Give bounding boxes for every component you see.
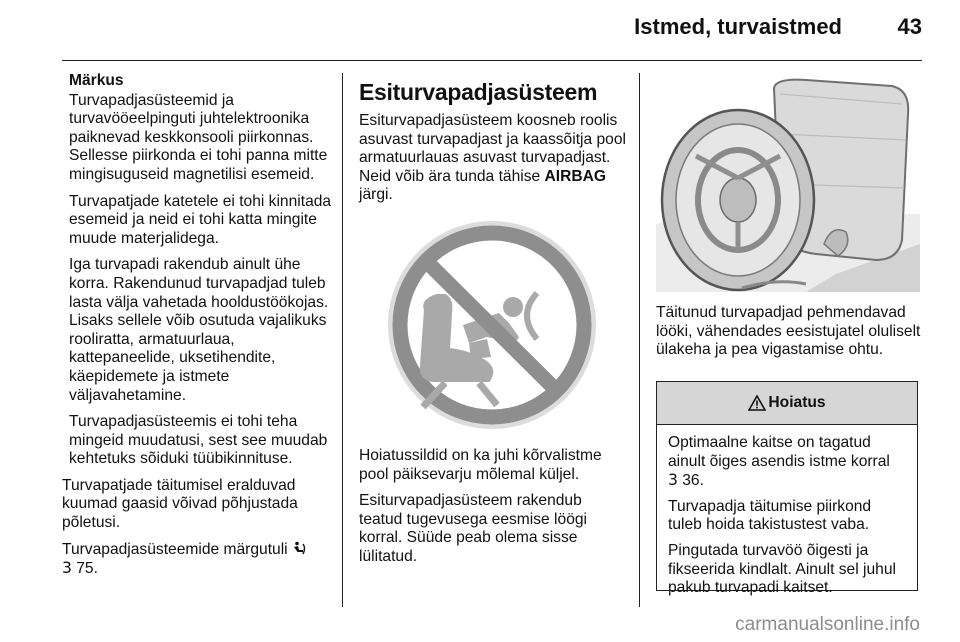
warning-body <box>657 425 917 598</box>
airbag-indicator-icon <box>292 541 306 556</box>
note-block <box>62 72 334 469</box>
note-paragraph: Turvapatjade katetele ei tohi kinnitada esemeid ja neid ei tohi katta mingite muude materjalidega. <box>69 192 332 247</box>
note-paragraph: Turvapadjasüsteemid ja turvavööeelpinguti juhtelektroonika paiknevad keskkonsooli piirkonnas. Sellesse piirkonda ei tohi panna mitte mingisuguseid magnetilisi esemeid. <box>69 91 328 183</box>
warning-item: Pingutada turvavöö õigesti ja fikseerida kindlalt. Ainult sel juhul pakub turvapadi kaitset. <box>668 541 896 597</box>
column-divider <box>342 73 343 607</box>
body-paragraph: Esiturvapadjasüsteem rakendub teatud tugevusega eesmise löögi korral. Süüde peab olema sisse lülitatud. <box>359 492 587 565</box>
page-reference: 75. <box>71 560 98 578</box>
section-title: Esiturvapadjasüsteem <box>359 79 598 105</box>
warning-title: Hoiatus <box>768 394 826 411</box>
warning-header <box>657 382 917 425</box>
warning-box <box>656 381 918 597</box>
column-2 <box>359 72 627 575</box>
airbag-keyword: AIRBAG <box>544 167 607 185</box>
watermark: carmanualsonline.info <box>735 614 920 635</box>
column-divider <box>639 73 640 607</box>
page-reference-icon: 3 <box>668 471 678 490</box>
figure-caption: Hoiatussildid on ka juhi kõrvalistme pool päiksevarju mõlemal küljel. <box>359 446 602 483</box>
column-3 <box>656 304 924 368</box>
header-title: Istmed, turvaistmed <box>634 14 842 39</box>
indicator-text: Turvapadjasüsteemide märgutuli <box>62 540 288 558</box>
intro-text: Esiturvapadjasüsteem koosneb roolis asuvast turvapadjast ja kaassõitja pool armatuurlauas asuvast turvapadjast. Neid võib ära tunda tähise <box>359 112 626 185</box>
column-1 <box>62 72 334 587</box>
note-paragraph: Iga turvapadi rakendub ainult ühe korra. Rakendunud turvapadjad tuleb lasta välja vahetada hooldustöökojas. Lisaks sellele võib osutuda vajalikuks rooliratta, armatuurlaua, kattepaneelide, uksetihendite, käepidemete ja istmete väljavahetamine. <box>69 256 329 404</box>
page-reference-icon: 3 <box>62 559 72 578</box>
page-number: 43 <box>897 14 922 39</box>
note-paragraph: Turvapadjasüsteemis ei tohi teha mingeid muudatusi, sest see muudab kehtetuks sõiduki tüübikinnituse. <box>69 413 328 468</box>
deployed-airbags-illustration <box>656 74 920 292</box>
figure-caption: Täitunud turvapadjad pehmendavad lööki, vähendades eesistujatel oluliselt ülakeha ja pea vigastamise ohtu. <box>656 304 921 359</box>
warning-label-figure <box>359 215 625 435</box>
warning-item: Turvapadja täitumise piirkond tuleb hoida takistustest vaba. <box>668 497 872 534</box>
warning-triangle-icon <box>748 395 766 411</box>
intro-paragraph <box>359 112 627 205</box>
warning-item <box>668 434 906 491</box>
note-title: Märkus <box>69 72 124 89</box>
page-reference: 36. <box>677 472 704 490</box>
no-child-seat-airbag-sign <box>359 215 625 435</box>
header-rule <box>62 60 922 61</box>
indicator-paragraph <box>62 541 334 579</box>
intro-suffix: järgi. <box>359 186 393 204</box>
body-paragraph: Turvapatjade täitumisel eralduvad kuumad gaasid võivad põhjustada põletusi. <box>62 476 298 532</box>
warning-item-text: Optimaalne kaitse on tagatud ainult õiges asendis istme korral <box>668 434 890 470</box>
